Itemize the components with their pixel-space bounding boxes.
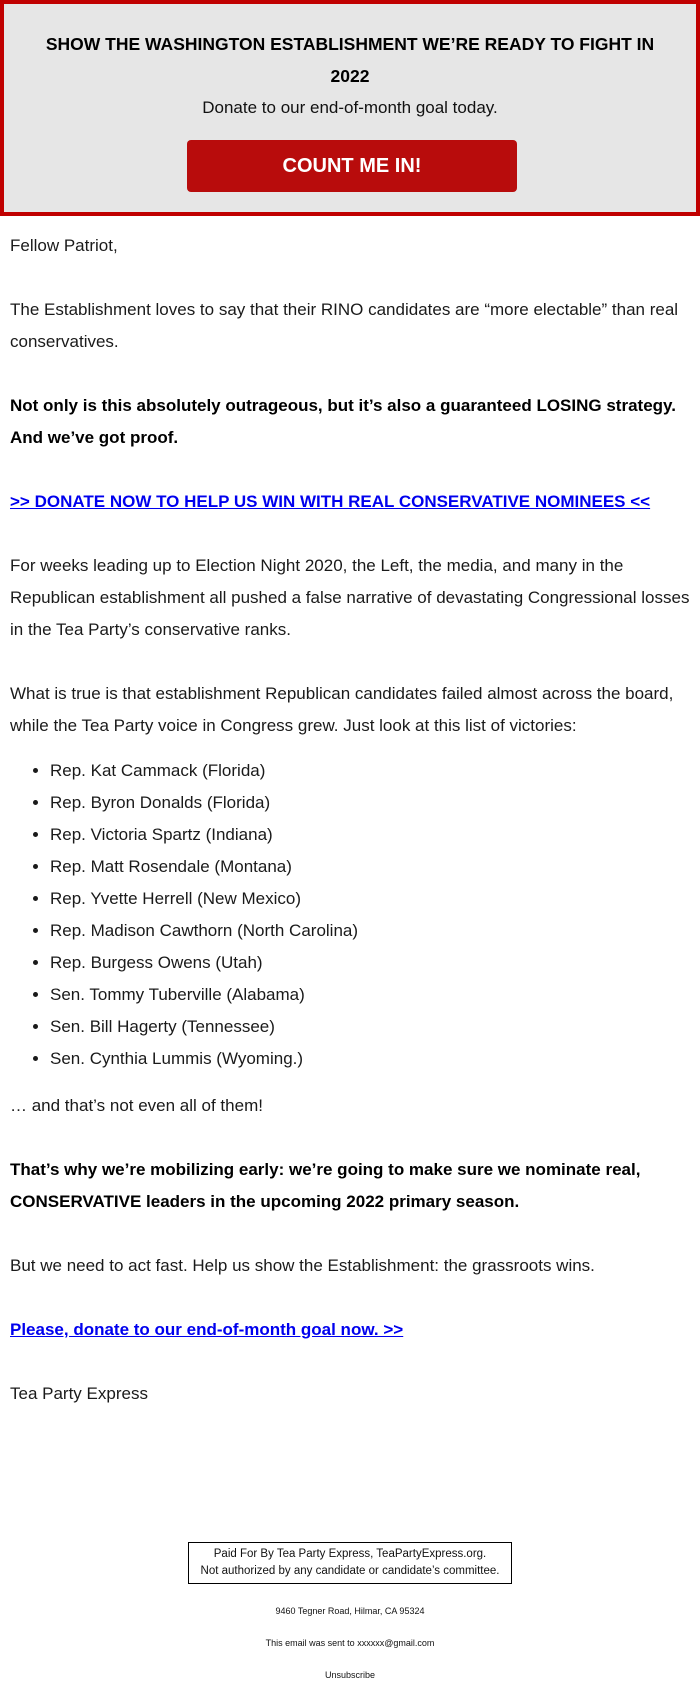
count-me-in-button[interactable]: COUNT ME IN! — [187, 140, 517, 192]
footer-address: 9460 Tegner Road, Hilmar, CA 95324 — [275, 1606, 425, 1616]
paid-for-disclaimer — [188, 1542, 512, 1584]
greeting: Fellow Patriot, — [10, 236, 118, 255]
not-authorized-text: Not authorized by any candidate or candidate’s committee. — [200, 1565, 500, 1577]
paragraph-election-night: For weeks leading up to Election Night 2020, the Left, the media, and many in the Republican establishment all pushed a false narrative of devastating Congressional losses in the Tea Party’s conservative ranks. — [10, 556, 690, 639]
paragraph-victories-intro: What is true is that establishment Republican candidates failed almost across the board, while the Tea Party voice in Congress grew. Just look at this list of victories: — [10, 684, 674, 735]
footer-sent-to: This email was sent to xxxxxx@gmail.com — [265, 1638, 435, 1648]
paragraph-rino: The Establishment loves to say that their RINO candidates are “more electable” than real conservatives. — [10, 300, 679, 351]
list-item: • Rep. Victoria Spartz (Indiana) — [50, 819, 358, 851]
donation-banner — [0, 0, 700, 216]
after-list-text: … and that’s not even all of them! — [10, 1096, 263, 1115]
list-item: • Sen. Tommy Tuberville (Alabama) — [50, 979, 358, 1011]
list-item: • Rep. Matt Rosendale (Montana) — [50, 851, 358, 883]
paid-for-text: Paid For By Tea Party Express, TeaPartyExpress.org. — [213, 1548, 487, 1560]
donate-link-nominees[interactable]: >> DONATE NOW TO HELP US WIN WITH REAL CONSERVATIVE NOMINEES << — [10, 492, 651, 511]
donate-link-goal[interactable]: Please, donate to our end-of-month goal now. >> — [10, 1320, 404, 1339]
list-item: • Sen. Cynthia Lummis (Wyoming.) — [50, 1043, 358, 1075]
banner-subtext: Donate to our end-of-month goal today. — [202, 98, 498, 117]
banner-headline: SHOW THE WASHINGTON ESTABLISHMENT WE’RE READY TO FIGHT IN 2022 — [45, 34, 655, 86]
paragraph-act-fast: But we need to act fast. Help us show the Establishment: the grassroots wins. — [10, 1256, 595, 1275]
paragraph-losing-strategy: Not only is this absolutely outrageous, but it’s also a guaranteed LOSING strategy. And we’ve got proof. — [10, 396, 676, 447]
paragraph-mobilizing: That’s why we’re mobilizing early: we’re going to make sure we nominate real, CONSERVATIVE leaders in the upcoming 2022 primary season. — [10, 1160, 641, 1211]
list-item: • Rep. Yvette Herrell (New Mexico) — [50, 883, 358, 915]
victories-list — [10, 755, 358, 1075]
list-item: • Rep. Kat Cammack (Florida) — [50, 755, 358, 787]
unsubscribe-link[interactable]: Unsubscribe — [324, 1670, 376, 1680]
signature: Tea Party Express — [10, 1384, 148, 1403]
list-item: • Rep. Madison Cawthorn (North Carolina) — [50, 915, 358, 947]
list-item: • Rep. Byron Donalds (Florida) — [50, 787, 358, 819]
list-item: • Sen. Bill Hagerty (Tennessee) — [50, 1011, 358, 1043]
list-item: • Rep. Burgess Owens (Utah) — [50, 947, 358, 979]
